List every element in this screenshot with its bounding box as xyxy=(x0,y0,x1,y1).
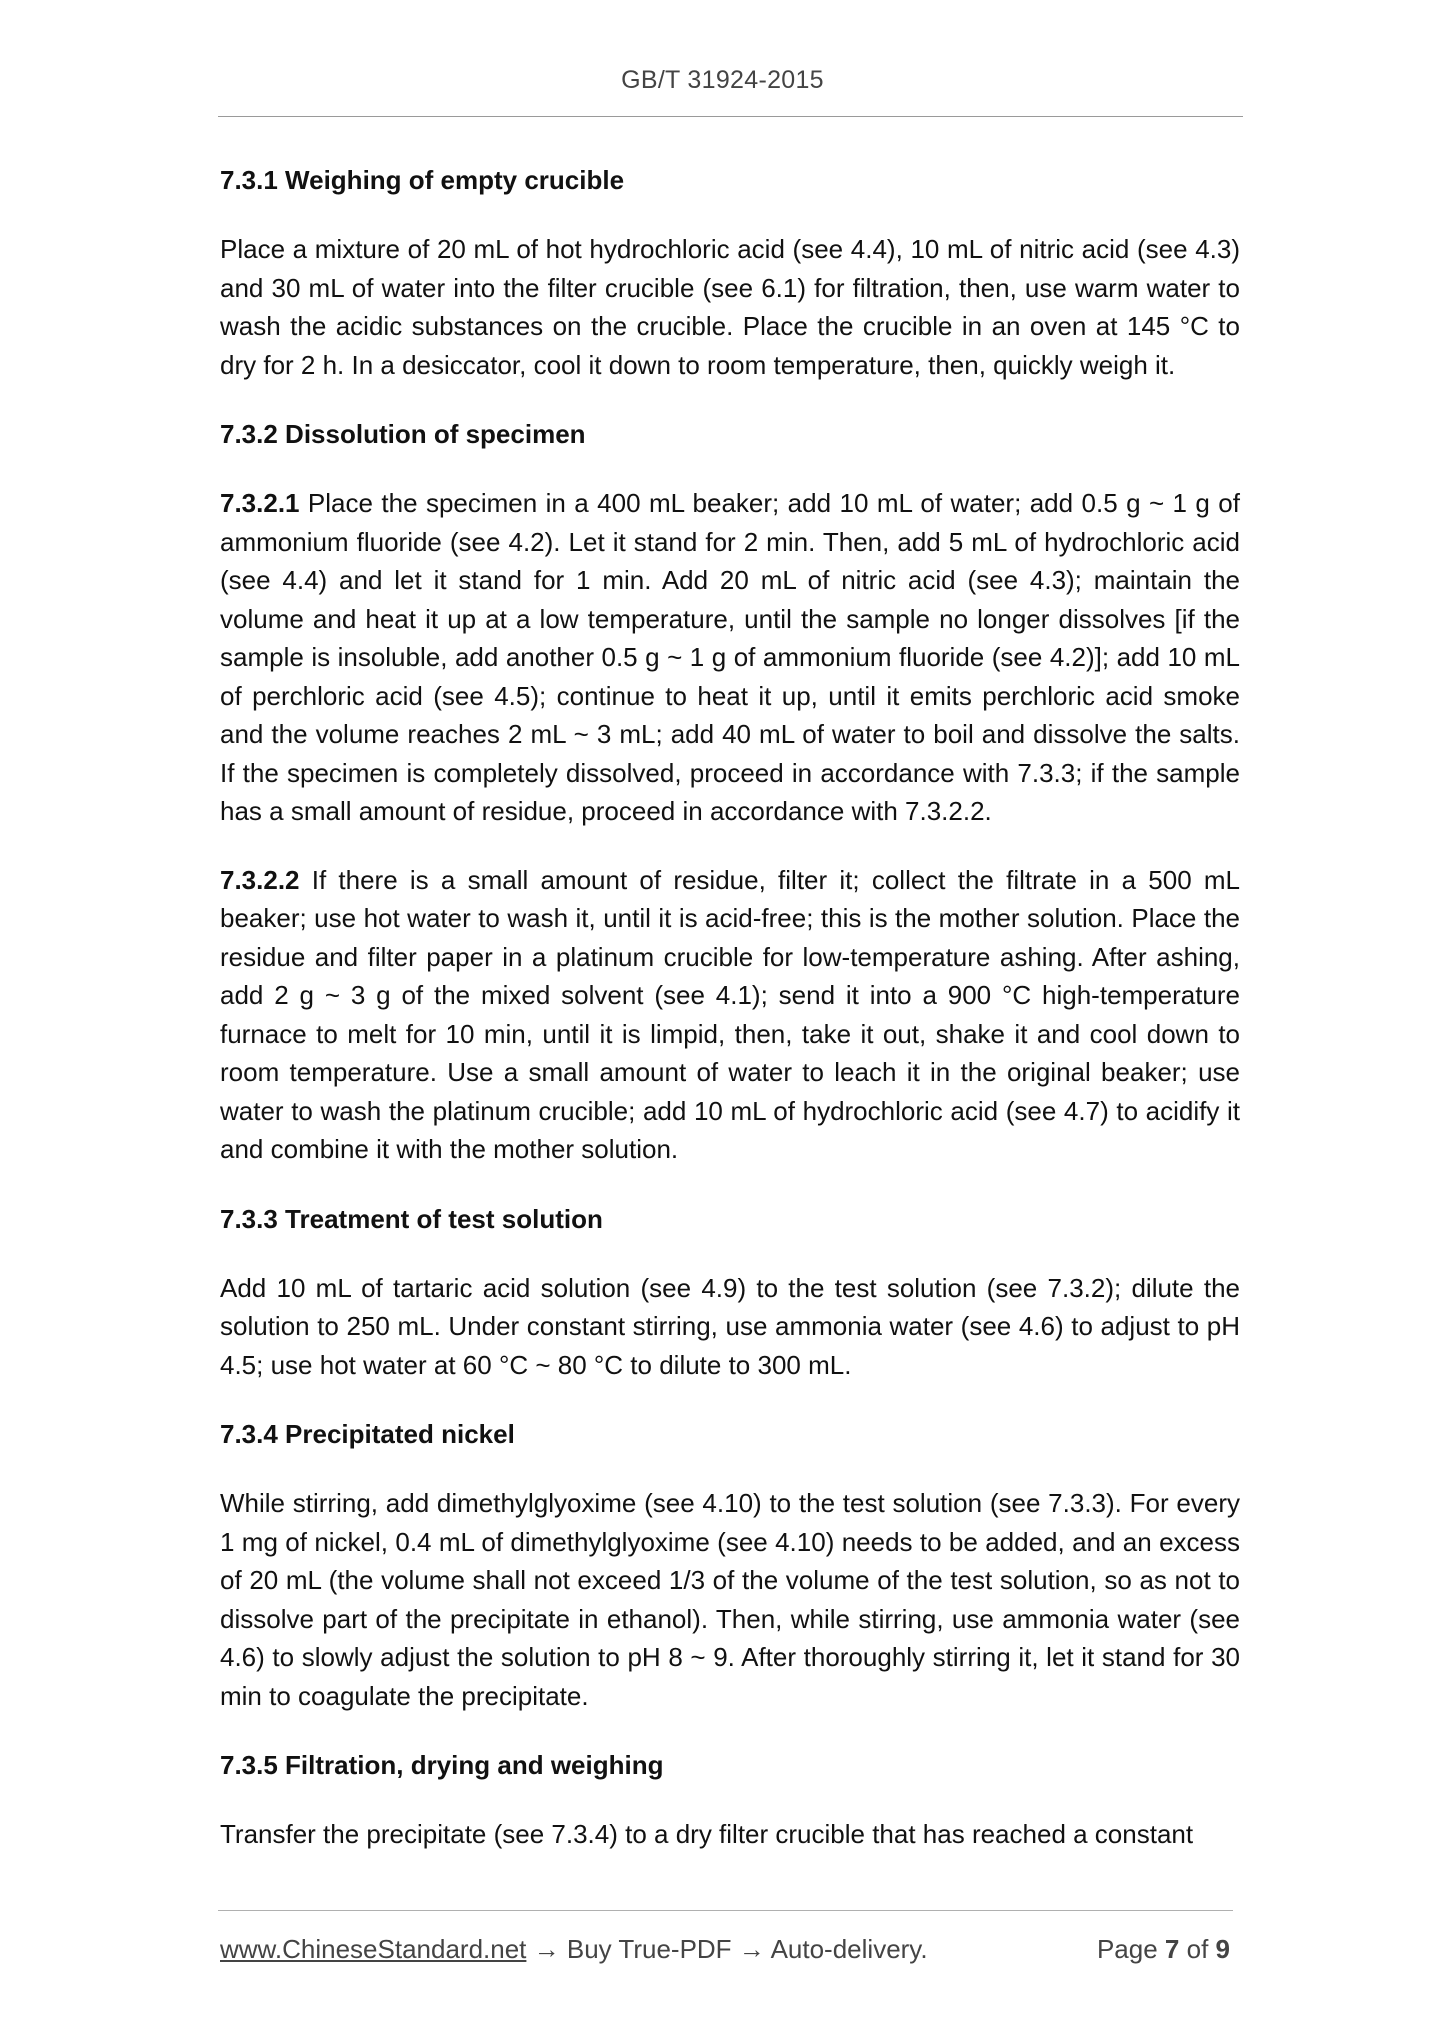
section-heading-7-3-3: 7.3.3 Treatment of test solution xyxy=(220,1203,603,1234)
document-body xyxy=(220,160,1240,1884)
clause-number: 7.3.2.1 xyxy=(220,488,300,518)
page-indicator xyxy=(1097,1934,1230,1965)
footer-promo xyxy=(220,1934,928,1965)
website-link[interactable]: www.ChineseStandard.net xyxy=(220,1934,527,1964)
section-heading-7-3-5: 7.3.5 Filtration, drying and weighing xyxy=(220,1750,664,1780)
paragraph-7-3-2-2 xyxy=(220,861,1240,1169)
page-current: 7 xyxy=(1164,1934,1180,1964)
section-text-7-3-3: Add 10 mL of tartaric acid solution (see 4.9) to the test solution (see 7.3.2); dilute the solution to 250 mL. Under constant stirring, use ammonia water (see 4.6) to adjust to pH 4.5; use hot water at 60 °C ~ 80 °C to dilute to 300 mL. xyxy=(220,1272,1240,1380)
section-heading-7-3-1: 7.3.1 Weighing of empty crucible xyxy=(220,165,625,195)
of-label: of xyxy=(1179,1934,1216,1964)
clause-number: 7.3.2.2 xyxy=(220,864,300,895)
header-divider xyxy=(218,116,1243,117)
page-total: 9 xyxy=(1215,1934,1230,1964)
section-text-7-3-4: While stirring, add dimethylglyoxime (see 4.10) to the test solution (see 7.3.3). For every 1 mg of nickel, 0.4 mL of dimethylglyoxime (see 4.10) needs to be added, and an excess of 20 mL (the volume shall not exceed 1/3 of the volume of the test solution, so as not to dissolve part of the precipitate in ethanol). Then, while stirring, use ammonia water (see 4.6) to slowly adjust the solution to pH 8 ~ 9. After thoroughly stirring it, let it stand for 30 min to coagulate the precipitate. xyxy=(220,1488,1240,1711)
footer-divider xyxy=(218,1910,1233,1911)
clause-text: If there is a small amount of residue, filter it; collect the filtrate in a 500 mL beaker; use hot water to wash it, until it is acid-free; this is the mother solution. Place the residue and filter paper in a platinum crucible for low-temperature ashing. After ashing, add 2 g ~ 3 g of the mixed solvent (see 4.1); send it into a 900 °C high-temperature furnace to melt for 10 min, until it is limpid, then, take it out, shake it and cool down to room temperature. Use a small amount of water to leach it in the original beaker; use water to wash the platinum crucible; add 10 mL of hydrochloric acid (see 4.7) to acidify it and combine it with the mother solution. xyxy=(220,864,1240,1164)
section-text-7-3-1: Place a mixture of 20 mL of hot hydrochloric acid (see 4.4), 10 mL of nitric acid (see 4.3) and 30 mL of water into the filter crucible (see 6.1) for filtration, then, use warm water to wash the acidic substances on the crucible. Place the crucible in an oven at 145 °C to dry for 2 h. In a desiccator, cool it down to room temperature, then, quickly weigh it. xyxy=(220,234,1240,380)
document-header-code: GB/T 31924-2015 xyxy=(621,66,824,94)
footer-tagline: → Buy True-PDF → Auto-delivery. xyxy=(526,1934,928,1964)
section-heading-7-3-4: 7.3.4 Precipitated nickel xyxy=(220,1419,515,1449)
page-label: Page xyxy=(1096,1934,1165,1964)
paragraph-7-3-2-1 xyxy=(220,484,1240,831)
section-heading-7-3-2: 7.3.2 Dissolution of specimen xyxy=(220,419,586,449)
clause-text: Place the specimen in a 400 mL beaker; add 10 mL of water; add 0.5 g ~ 1 g of ammonium fluoride (see 4.2). Let it stand for 2 min. Then, add 5 mL of hydrochloric acid (see 4.4) and let it stand for 1 min. Add 20 mL of nitric acid (see 4.3); maintain the volume and heat it up at a low temperature, until the sample no longer dissolves [if the sample is insoluble, add another 0.5 g ~ 1 g of ammonium fluoride (see 4.2)]; add 10 mL of perchloric acid (see 4.5); continue to heat it up, until it emits perchloric acid smoke and the volume reaches 2 mL ~ 3 mL; add 40 mL of water to boil and dissolve the salts. If the specimen is completely dissolved, proceed in accordance with 7.3.3; if the sample has a small amount of residue, proceed in accordance with 7.3.2.2. xyxy=(220,488,1240,826)
section-text-7-3-5: Transfer the precipitate (see 7.3.4) to a dry filter crucible that has reached a constant xyxy=(220,1819,1194,1849)
